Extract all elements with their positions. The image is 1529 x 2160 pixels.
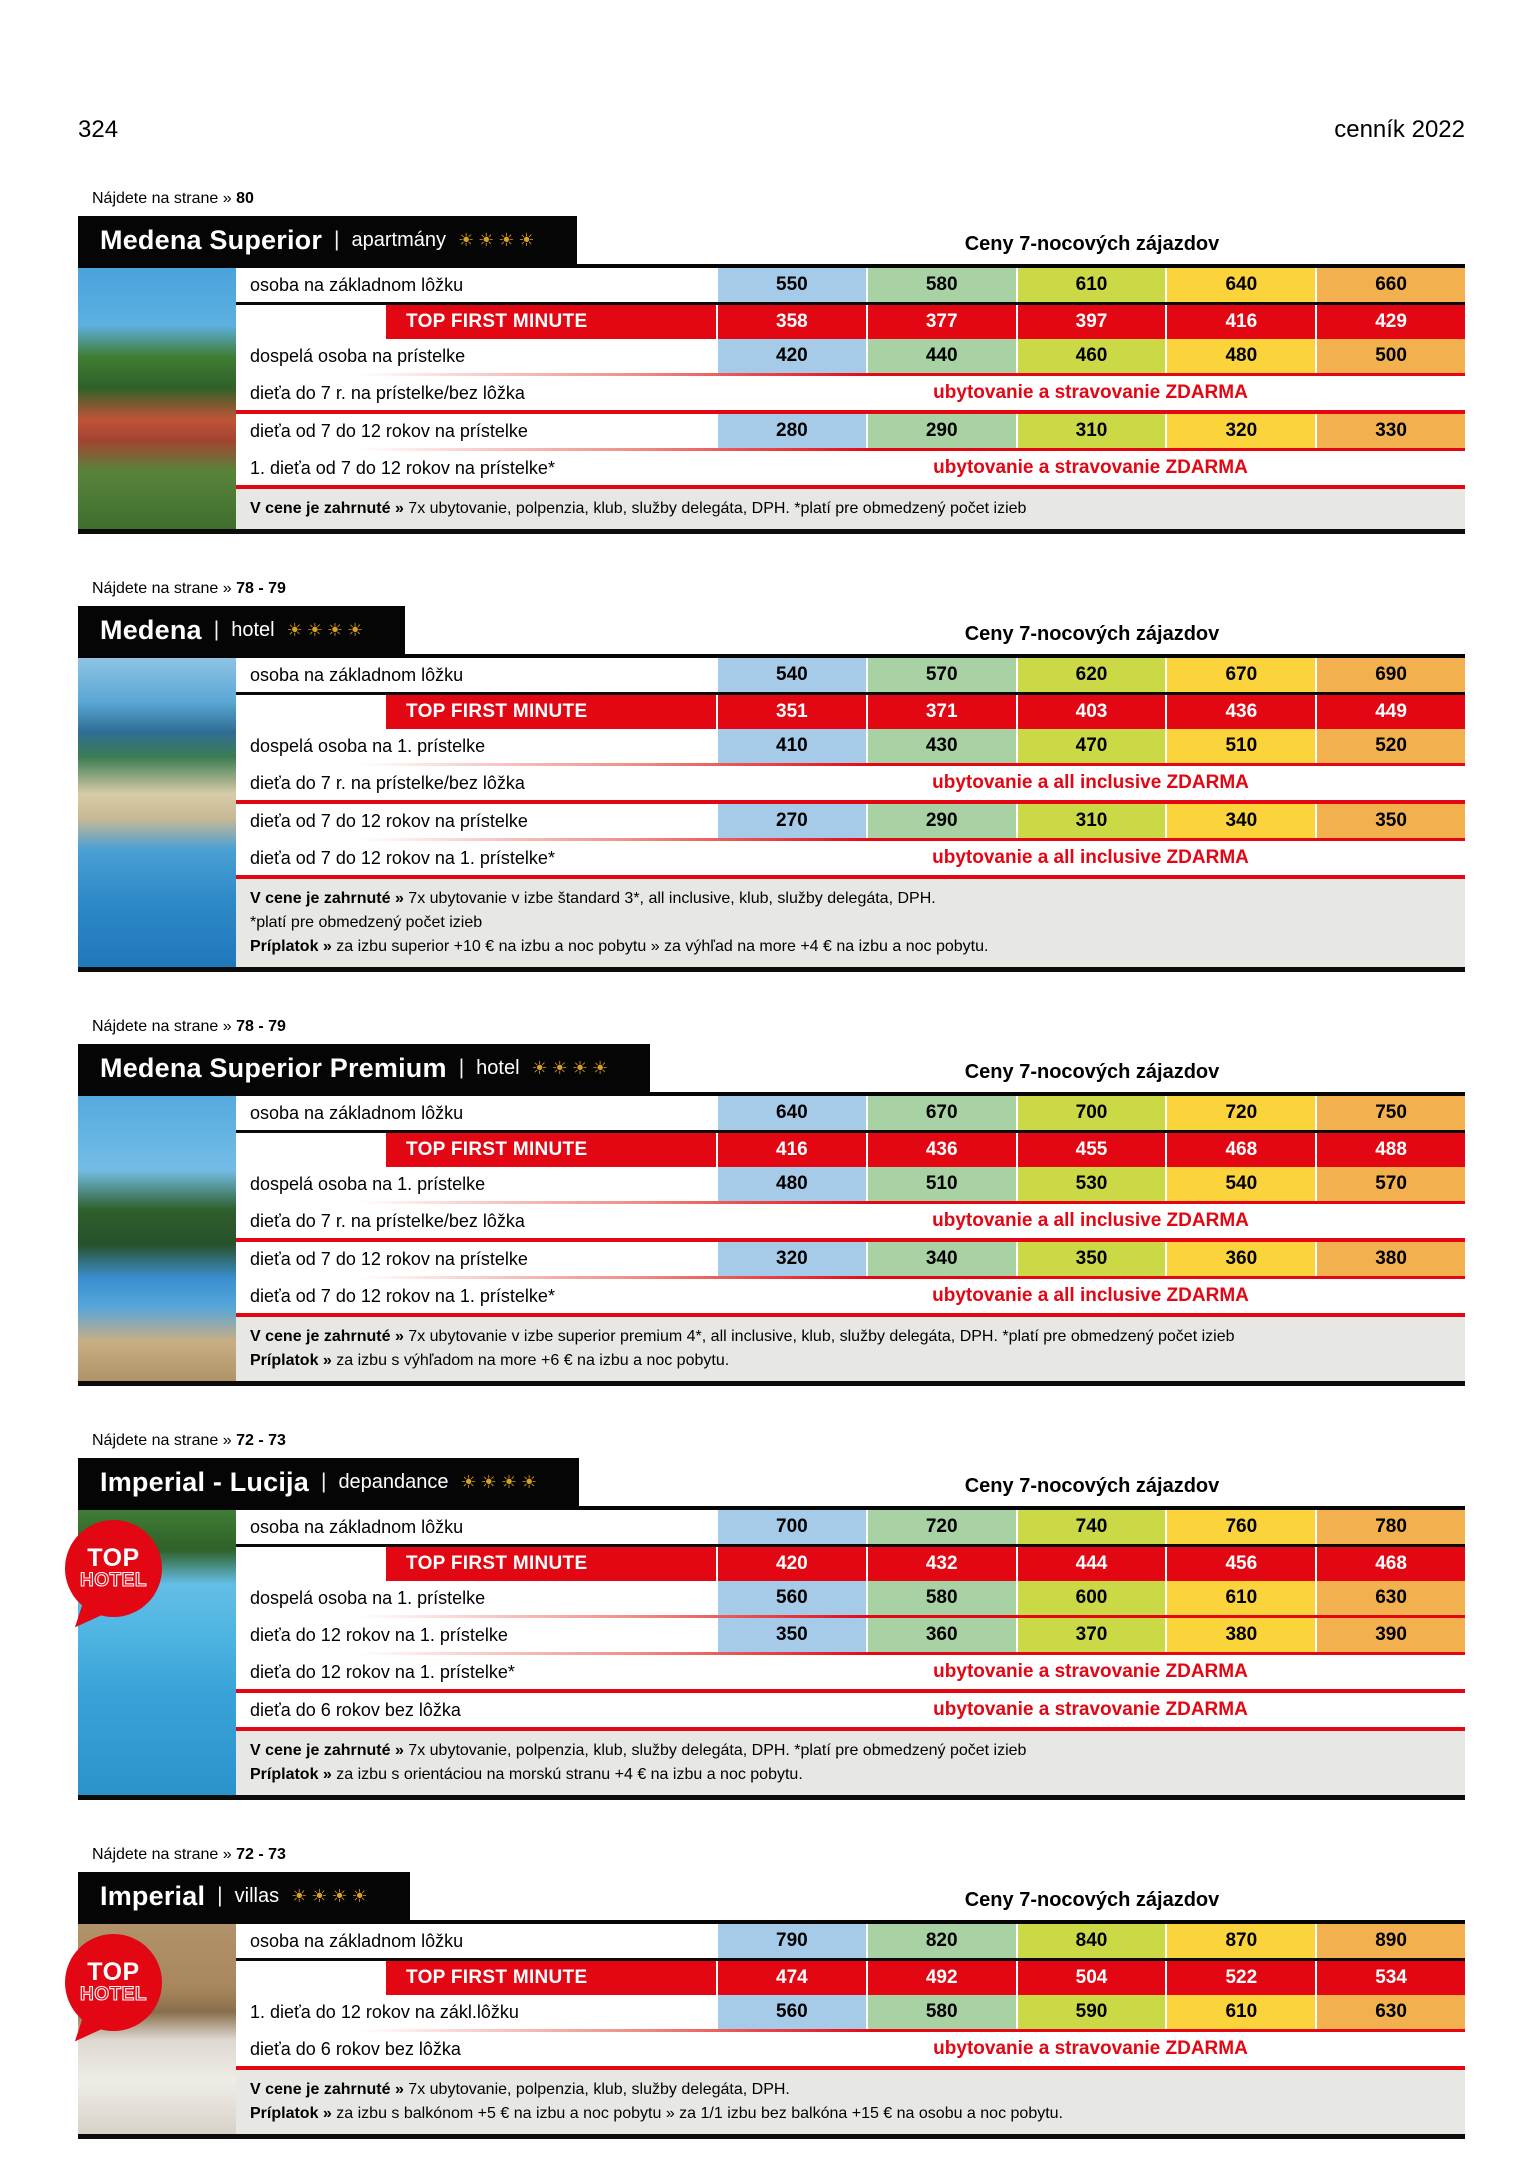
top-first-minute-label: TOP FIRST MINUTE	[386, 1961, 716, 1995]
free-offer-text: ubytovanie a stravovanie ZDARMA	[933, 1699, 1248, 1720]
footer-text: 7x ubytovanie, polpenzia, klub, služby delegáta, DPH. *platí pre obmedzený počet izieb	[408, 500, 1027, 517]
hotel-block-medena-superior	[78, 190, 1465, 534]
find-label: Nájdete na strane »	[92, 1432, 232, 1449]
price-cell: 870	[1165, 1924, 1315, 1958]
find-label: Nájdete na strane »	[92, 1018, 232, 1035]
row-label: osoba na základnom lôžku	[250, 1102, 464, 1123]
row-label: dospelá osoba na 1. prístelke	[250, 735, 486, 756]
find-page-number: 78 - 79	[236, 580, 286, 597]
price-cell: 580	[866, 268, 1016, 302]
star-rating-icons: ☀☀☀☀	[531, 1057, 613, 1078]
table-row	[236, 1581, 1465, 1615]
hotel-category: depandance	[338, 1470, 449, 1493]
block-header	[78, 1456, 1465, 1506]
price-cell: 456	[1165, 1547, 1315, 1581]
price-cell: 750	[1315, 1096, 1465, 1130]
hotel-block-imperial-lucija	[78, 1432, 1465, 1800]
price-cell: 416	[1165, 305, 1315, 339]
table-row	[236, 1096, 1465, 1130]
price-cell: 380	[1165, 1618, 1315, 1652]
price-cell: 370	[1016, 1618, 1166, 1652]
block-header	[78, 604, 1465, 654]
hotel-category: hotel	[231, 618, 275, 641]
table-row	[236, 414, 1465, 448]
price-cell: 630	[1315, 1995, 1465, 2029]
table-row	[236, 766, 1465, 800]
find-label: Nájdete na strane »	[92, 190, 232, 207]
find-page-number: 72 - 73	[236, 1846, 286, 1863]
find-label: Nájdete na strane »	[92, 580, 232, 597]
price-cell: 690	[1315, 658, 1465, 692]
row-label: dospelá osoba na 1. prístelke	[250, 1173, 486, 1194]
table-row	[236, 1618, 1465, 1652]
included-lead: V cene je zahrnuté »	[250, 1328, 404, 1345]
price-cell: 670	[1165, 658, 1315, 692]
price-cell: 371	[866, 695, 1016, 729]
footer-text: *platí pre obmedzený počet izieb	[250, 914, 483, 931]
footer-text: za izbu s výhľadom na more +6 € na izbu a noc pobytu.	[336, 1352, 730, 1369]
table-row	[236, 1924, 1465, 1958]
row-label: osoba na základnom lôžku	[250, 274, 464, 295]
page-number: 324	[78, 116, 119, 143]
table-row	[236, 1167, 1465, 1201]
table-row	[236, 1655, 1465, 1689]
row-label: dieťa od 7 do 12 rokov na prístelke	[250, 420, 528, 441]
price-cell: 670	[866, 1096, 1016, 1130]
price-cell: 780	[1315, 1510, 1465, 1544]
price-cell: 492	[866, 1961, 1016, 1995]
spacer	[236, 305, 386, 339]
find-on-page	[92, 190, 1465, 208]
price-cell: 358	[716, 305, 866, 339]
prices-title: Ceny 7-nocových zájazdov	[964, 233, 1220, 255]
price-table	[78, 1506, 1465, 1795]
price-cell: 351	[716, 695, 866, 729]
price-cell: 320	[1165, 414, 1315, 448]
divider: |	[334, 228, 340, 251]
hotel-name: Imperial	[100, 1880, 206, 1911]
price-cell: 350	[1016, 1242, 1166, 1276]
footer-line	[250, 2078, 1453, 2102]
price-cell: 504	[1016, 1961, 1166, 1995]
price-cell: 430	[866, 729, 1016, 763]
row-label: dospelá osoba na 1. prístelke	[250, 1587, 486, 1608]
price-cell: 320	[716, 1242, 866, 1276]
footer-text: za izbu s balkónom +5 € na izbu a noc pobytu » za 1/1 izbu bez balkóna +15 € na osobu a noc pobytu.	[336, 2105, 1063, 2122]
price-table	[78, 654, 1465, 967]
price-cell: 420	[716, 339, 866, 373]
price-cell: 620	[1016, 658, 1166, 692]
price-cell: 610	[1165, 1581, 1315, 1615]
table-row	[236, 1242, 1465, 1276]
edition-label: cenník 2022	[1334, 116, 1465, 143]
footer-line	[250, 1325, 1453, 1349]
prices-title: Ceny 7-nocových zájazdov	[964, 1061, 1220, 1083]
price-cell: 397	[1016, 305, 1166, 339]
hotel-block-medena-superior-premium	[78, 1018, 1465, 1386]
table-row	[236, 376, 1465, 410]
price-cell: 550	[716, 268, 866, 302]
find-page-number: 80	[236, 190, 254, 207]
prices-title: Ceny 7-nocových zájazdov	[964, 1889, 1220, 1911]
row-label: dieťa do 7 r. na prístelke/bez lôžka	[250, 772, 525, 793]
footer-line	[250, 1763, 1453, 1787]
find-on-page	[92, 1018, 1465, 1036]
block-header	[78, 214, 1465, 264]
price-cell: 420	[716, 1547, 866, 1581]
table-row	[236, 268, 1465, 302]
find-on-page	[92, 580, 1465, 598]
hotel-category: hotel	[476, 1056, 520, 1079]
spacer	[236, 695, 386, 729]
included-lead: V cene je zahrnuté »	[250, 890, 404, 907]
free-offer-text: ubytovanie a stravovanie ZDARMA	[933, 2038, 1248, 2059]
find-on-page	[92, 1846, 1465, 1864]
price-cell: 350	[1315, 804, 1465, 838]
table-row	[236, 1279, 1465, 1313]
spacer	[236, 1547, 386, 1581]
hotel-category: apartmány	[351, 228, 447, 251]
table-row	[236, 658, 1465, 692]
price-cell: 790	[716, 1924, 866, 1958]
price-cell: 488	[1315, 1133, 1465, 1167]
spacer	[236, 1133, 386, 1167]
price-cell: 280	[716, 414, 866, 448]
row-label: osoba na základnom lôžku	[250, 1930, 464, 1951]
top-first-minute-row	[236, 695, 1465, 729]
price-cell: 270	[716, 804, 866, 838]
hotel-block-imperial	[78, 1846, 1465, 2139]
row-label: dieťa od 7 do 12 rokov na prístelke	[250, 810, 528, 831]
price-cell: 840	[1016, 1924, 1166, 1958]
price-cell: 500	[1315, 339, 1465, 373]
hotel-photo	[78, 1924, 236, 2134]
price-cell: 480	[716, 1167, 866, 1201]
price-cell: 377	[866, 305, 1016, 339]
price-cell: 360	[866, 1618, 1016, 1652]
row-label: dieťa od 7 do 12 rokov na prístelke	[250, 1248, 528, 1269]
price-cell: 720	[866, 1510, 1016, 1544]
price-cell: 820	[866, 1924, 1016, 1958]
block-footer	[236, 1731, 1465, 1795]
hotel-photo	[78, 1510, 236, 1795]
price-table	[78, 1092, 1465, 1381]
price-cell: 380	[1315, 1242, 1465, 1276]
price-cell: 310	[1016, 414, 1166, 448]
price-cell: 410	[716, 729, 866, 763]
footer-line	[250, 935, 1453, 959]
price-cell: 510	[866, 1167, 1016, 1201]
top-first-minute-row	[236, 1133, 1465, 1167]
divider: |	[320, 1470, 327, 1493]
table-row	[236, 339, 1465, 373]
price-cell: 570	[866, 658, 1016, 692]
hotel-name: Medena	[100, 614, 202, 645]
hotel-block-medena	[78, 580, 1465, 972]
row-label: dieťa od 7 do 12 rokov na 1. prístelke*	[250, 1285, 555, 1306]
row-label: dieťa do 7 r. na prístelke/bez lôžka	[250, 1210, 525, 1231]
price-cell: 740	[1016, 1510, 1166, 1544]
block-footer	[236, 879, 1465, 967]
table-row	[236, 1510, 1465, 1544]
hotel-photo	[78, 268, 236, 529]
block-header	[78, 1870, 1465, 1920]
top-first-minute-label: TOP FIRST MINUTE	[386, 305, 716, 339]
footer-line	[250, 1739, 1453, 1763]
price-cell: 480	[1165, 339, 1315, 373]
price-cell: 436	[1165, 695, 1315, 729]
table-row	[236, 1995, 1465, 2029]
price-cell: 630	[1315, 1581, 1465, 1615]
find-page-number: 72 - 73	[236, 1432, 286, 1449]
table-row	[236, 729, 1465, 763]
top-first-minute-row	[236, 305, 1465, 339]
divider: |	[213, 618, 220, 641]
price-cell: 340	[1165, 804, 1315, 838]
footer-line	[250, 911, 1453, 935]
row-label: dieťa do 12 rokov na 1. prístelke*	[250, 1661, 515, 1682]
price-cell: 640	[716, 1096, 866, 1130]
footer-text: za izbu superior +10 € na izbu a noc pobytu » za výhľad na more +4 € na izbu a noc pobytu.	[336, 938, 989, 955]
top-first-minute-row	[236, 1547, 1465, 1581]
surcharge-lead: Príplatok »	[250, 938, 332, 955]
price-table	[78, 1920, 1465, 2134]
hotel-name: Medena Superior	[100, 224, 323, 255]
price-cell: 470	[1016, 729, 1166, 763]
block-header	[78, 1042, 1465, 1092]
spacer	[236, 1961, 386, 1995]
block-footer	[236, 2070, 1465, 2134]
footer-line	[250, 1349, 1453, 1373]
star-rating-icons: ☀☀☀☀	[291, 1885, 372, 1906]
row-label: osoba na základnom lôžku	[250, 1516, 464, 1537]
price-cell: 890	[1315, 1924, 1465, 1958]
star-rating-icons: ☀☀☀☀	[458, 229, 539, 250]
row-label: dieťa od 7 do 12 rokov na 1. prístelke*	[250, 847, 555, 868]
price-cell: 720	[1165, 1096, 1315, 1130]
top-hotel-badge	[65, 1934, 162, 2031]
find-page-number: 78 - 79	[236, 1018, 286, 1035]
price-cell: 468	[1315, 1547, 1465, 1581]
row-label: osoba na základnom lôžku	[250, 664, 464, 685]
price-cell: 580	[866, 1581, 1016, 1615]
star-rating-icons: ☀☀☀☀	[460, 1471, 542, 1492]
footer-text: 7x ubytovanie, polpenzia, klub, služby delegáta, DPH. *platí pre obmedzený počet izieb	[408, 1742, 1027, 1759]
surcharge-lead: Príplatok »	[250, 1352, 332, 1369]
table-row	[236, 804, 1465, 838]
hotel-category: villas	[234, 1884, 280, 1907]
table-row	[236, 1693, 1465, 1727]
price-cell: 455	[1016, 1133, 1166, 1167]
table-row	[236, 2032, 1465, 2066]
price-cell: 429	[1315, 305, 1465, 339]
price-cell: 540	[1165, 1167, 1315, 1201]
price-cell: 340	[866, 1242, 1016, 1276]
price-cell: 534	[1315, 1961, 1465, 1995]
price-cell: 440	[866, 339, 1016, 373]
hotel-photo	[78, 658, 236, 967]
price-cell: 560	[716, 1581, 866, 1615]
row-label: dieťa do 7 r. na prístelke/bez lôžka	[250, 382, 525, 403]
footer-line	[250, 2102, 1453, 2126]
footer-text: za izbu s orientáciou na morskú stranu +4 € na izbu a noc pobytu.	[336, 1766, 803, 1783]
table-row	[236, 451, 1465, 485]
hotel-title-bar	[78, 1872, 410, 1920]
row-label: 1. dieťa do 12 rokov na zákl.lôžku	[250, 2001, 519, 2022]
included-lead: V cene je zahrnuté »	[250, 2081, 404, 2098]
top-hotel-badge-top-text: TOP	[87, 1544, 140, 1572]
price-cell: 330	[1315, 414, 1465, 448]
price-cell: 432	[866, 1547, 1016, 1581]
price-cell: 660	[1315, 268, 1465, 302]
divider: |	[458, 1056, 465, 1079]
price-cell: 700	[1016, 1096, 1166, 1130]
price-cell: 390	[1315, 1618, 1465, 1652]
find-on-page	[92, 1432, 1465, 1450]
price-cell: 760	[1165, 1510, 1315, 1544]
top-hotel-badge-hotel-text: HOTEL	[80, 1570, 147, 1591]
price-cell: 520	[1315, 729, 1465, 763]
price-cell: 436	[866, 1133, 1016, 1167]
hotel-name: Medena Superior Premium	[100, 1052, 447, 1083]
footer-line	[250, 497, 1453, 521]
footer-text: 7x ubytovanie v izbe superior premium 4*, all inclusive, klub, služby delegáta, DPH. *platí pre obmedzený počet izieb	[408, 1328, 1235, 1345]
price-cell: 310	[1016, 804, 1166, 838]
price-cell: 403	[1016, 695, 1166, 729]
free-offer-text: ubytovanie a stravovanie ZDARMA	[933, 382, 1248, 403]
star-rating-icons: ☀☀☀☀	[286, 619, 368, 640]
price-cell: 350	[716, 1618, 866, 1652]
price-cell: 530	[1016, 1167, 1166, 1201]
top-hotel-badge	[65, 1520, 162, 1617]
free-offer-text: ubytovanie a all inclusive ZDARMA	[932, 1210, 1249, 1231]
price-cell: 700	[716, 1510, 866, 1544]
price-cell: 416	[716, 1133, 866, 1167]
hotel-name: Imperial - Lucija	[100, 1466, 309, 1497]
price-cell: 540	[716, 658, 866, 692]
price-cell: 610	[1016, 268, 1166, 302]
price-cell: 444	[1016, 1547, 1166, 1581]
price-cell: 560	[716, 1995, 866, 2029]
price-cell: 290	[866, 414, 1016, 448]
prices-title: Ceny 7-nocových zájazdov	[964, 1475, 1220, 1497]
row-label: dieťa do 6 rokov bez lôžka	[250, 2038, 461, 2059]
price-cell: 290	[866, 804, 1016, 838]
hotel-title-bar	[78, 606, 405, 654]
price-cell: 580	[866, 1995, 1016, 2029]
top-first-minute-label: TOP FIRST MINUTE	[386, 695, 716, 729]
included-lead: V cene je zahrnuté »	[250, 500, 404, 517]
footer-line	[250, 887, 1453, 911]
table-row	[236, 1204, 1465, 1238]
hotel-photo	[78, 1096, 236, 1381]
price-cell: 468	[1165, 1133, 1315, 1167]
price-cell: 460	[1016, 339, 1166, 373]
free-offer-text: ubytovanie a all inclusive ZDARMA	[932, 1285, 1249, 1306]
row-label: dieťa do 6 rokov bez lôžka	[250, 1699, 461, 1720]
free-offer-text: ubytovanie a all inclusive ZDARMA	[932, 772, 1249, 793]
row-label: dieťa do 12 rokov na 1. prístelke	[250, 1624, 508, 1645]
price-cell: 360	[1165, 1242, 1315, 1276]
price-cell: 474	[716, 1961, 866, 1995]
prices-title: Ceny 7-nocových zájazdov	[964, 623, 1220, 645]
top-first-minute-label: TOP FIRST MINUTE	[386, 1133, 716, 1167]
top-first-minute-row	[236, 1961, 1465, 1995]
price-cell: 522	[1165, 1961, 1315, 1995]
price-cell: 449	[1315, 695, 1465, 729]
footer-text: 7x ubytovanie v izbe štandard 3*, all inclusive, klub, služby delegáta, DPH.	[408, 890, 936, 907]
included-lead: V cene je zahrnuté »	[250, 1742, 404, 1759]
price-cell: 640	[1165, 268, 1315, 302]
price-cell: 510	[1165, 729, 1315, 763]
find-label: Nájdete na strane »	[92, 1846, 232, 1863]
page-header	[78, 116, 1465, 144]
price-cell: 570	[1315, 1167, 1465, 1201]
hotel-title-bar	[78, 216, 577, 264]
surcharge-lead: Príplatok »	[250, 2105, 332, 2122]
free-offer-text: ubytovanie a stravovanie ZDARMA	[933, 457, 1248, 478]
divider: |	[217, 1884, 223, 1907]
block-footer	[236, 1317, 1465, 1381]
row-label: dospelá osoba na prístelke	[250, 345, 466, 366]
top-hotel-badge-top-text: TOP	[87, 1958, 140, 1986]
price-cell: 590	[1016, 1995, 1166, 2029]
free-offer-text: ubytovanie a all inclusive ZDARMA	[932, 847, 1249, 868]
row-label: 1. dieťa od 7 do 12 rokov na prístelke*	[250, 457, 555, 478]
top-hotel-badge-hotel-text: HOTEL	[80, 1984, 147, 2005]
free-offer-text: ubytovanie a stravovanie ZDARMA	[933, 1661, 1248, 1682]
price-cell: 610	[1165, 1995, 1315, 2029]
price-table	[78, 264, 1465, 529]
price-cell: 600	[1016, 1581, 1166, 1615]
block-footer	[236, 489, 1465, 529]
top-first-minute-label: TOP FIRST MINUTE	[386, 1547, 716, 1581]
hotel-title-bar	[78, 1458, 579, 1506]
surcharge-lead: Príplatok »	[250, 1766, 332, 1783]
table-row	[236, 841, 1465, 875]
hotel-title-bar	[78, 1044, 650, 1092]
footer-text: 7x ubytovanie, polpenzia, klub, služby delegáta, DPH.	[408, 2081, 790, 2098]
